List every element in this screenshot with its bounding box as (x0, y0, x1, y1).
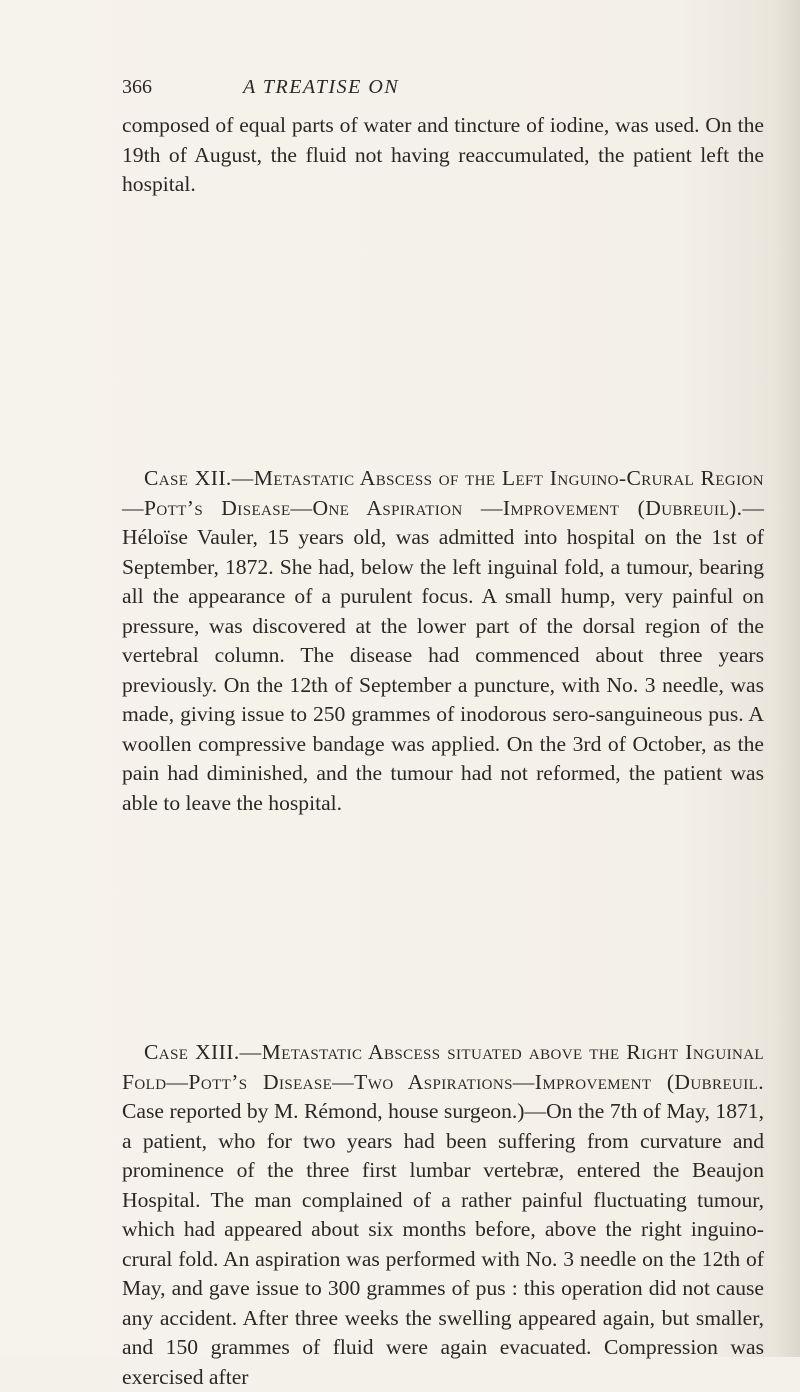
page-number: 366 (122, 76, 152, 98)
case-xiii-body: Case reported by M. Rémond, house surgeon.)—On the 7th of May, 1871, a patient, who for two years had been suffering from curvature and prominence of the three first lumbar vertebræ, entered the Beaujon Hospital. The man complained of a rather painful fluctuating tumour, which had appeared about six months before, above the right inguino-crural fold. An aspiration was performed with No. 3 needle on the 12th of May, and gave issue to 300 grammes of pus : this operation did not cause any accident. After three weeks the swelling appeared again, but smaller, and 150 grammes of fluid were again evacuated. Compression was exercised after (122, 1099, 764, 1389)
case-xii (122, 464, 764, 818)
running-head (122, 76, 722, 104)
case-xii-heading: Case XII.—Metastatic Abscess of the Left Inguino-Crural Region—Pott’s Disease—One Aspiration —Improvement (Dubreuil). (122, 466, 764, 520)
case-xiii-heading: Case XIII.—Metastatic Abscess situated above the Right Inguinal Fold—Pott’s Disease—Two Aspirations—Improvement (Dubreuil. (122, 1040, 764, 1094)
case-xii-body: —Héloïse Vauler, 15 years old, was admitted into hospital on the 1st of September, 1872. She had, below the left inguinal fold, a tumour, bearing all the appearance of a purulent focus. A small hump, very painful on pressure, was discovered at the lower part of the dorsal region of the vertebral column. The disease had commenced about three years previously. On the 12th of September a puncture, with No. 3 needle, was made, giving issue to 250 grammes of inodorous sero-sanguineous pus. A woollen compressive bandage was applied. On the 3rd of October, as the pain had diminished, and the tumour had not reformed, the patient was able to leave the hospital. (122, 495, 764, 815)
running-title: A TREATISE ON (243, 76, 400, 98)
case-xii-paragraph (122, 464, 764, 818)
paragraph-continuation: composed of equal parts of water and tincture of iodine, was used. On the 19th of August, the fluid not having reaccumulated, the patient left the hospital. (122, 113, 764, 196)
case-xiii-paragraph (122, 1038, 764, 1392)
case-xiii (122, 1038, 764, 1392)
